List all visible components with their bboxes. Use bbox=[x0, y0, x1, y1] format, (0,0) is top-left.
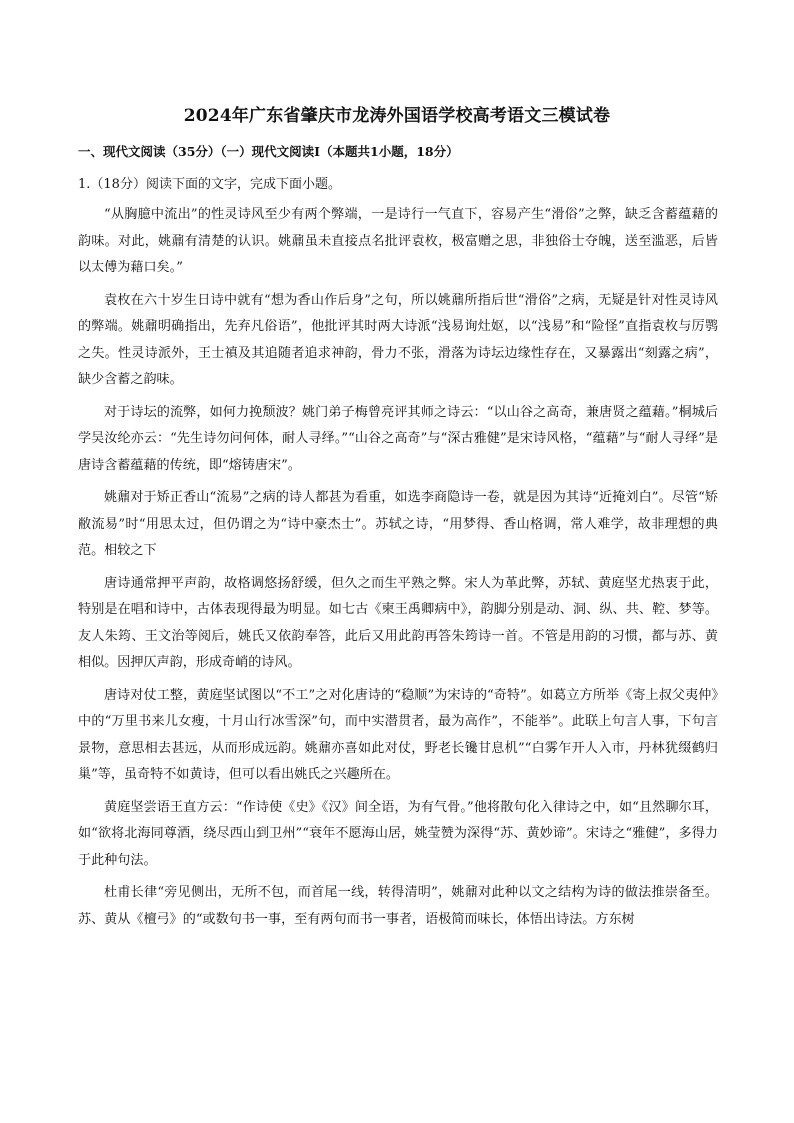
paragraph: 袁枚在六十岁生日诗中就有“想为香山作后身”之句，所以姚鼐所指后世“滑俗”之病，无疑是针对性灵诗风的弊端。姚鼐明确指出，先弃凡俗语”，他批评其时两大诗派“浅易询灶妪，以“浅易”和“险怪”直指袁枚与厉鹗之失。性灵诗派外，王士禛及其追随者追求神韵，骨力不张，滑落为诗坛边缘性存在，又暴露出“刻露之病”，缺少含蓄之韵味。 bbox=[78, 292, 718, 387]
question-line: 1.（18分）阅读下面的文字，完成下面小题。 bbox=[78, 177, 341, 192]
paragraph: “从胸臆中流出”的性灵诗风至少有两个弊端，一是诗行一气直下，容易产生“滑俗”之弊，缺乏含蓄蕴藉的韵味。对此，姚鼐有清楚的认识。姚鼐虽未直接点名批评袁枚，极富赠之思，非独俗士夺魄，送至滥恶，后皆以太傅为藉口矣。” bbox=[78, 207, 718, 275]
paragraph: 唐诗对仗工整，黄庭坚试图以“不工”之对化唐诗的“稳顺”为宋诗的“奇特”。如葛立方所举《寄上叔父夷仲》中的“万里书来儿女瘦，十月山行冰雪深”句，而中实潜贯者，最为高作”，不能举”。此联上句言人事，下句言景物，意思相去甚远，从而形成远韵。姚鼐亦喜如此对仗，野老长镵甘息机”“白雾乍开人入市，丹林犹缀鹤归巢”等，虽奇特不如黄诗，但可以看出姚氏之兴趣所在。 bbox=[78, 687, 718, 782]
paragraph: 黄庭坚尝语王直方云：“作诗使《史》《汉》间全语，为有气骨。”他将散句化入律诗之中，如“且然聊尔耳，如“欲将北海同尊酒，绕尽西山到卫州”“衰年不愿海山居，姚莹赞为深得“苏、黄妙谛”。宋诗之“雅健”，多得力于此种句法。 bbox=[78, 799, 718, 868]
paragraph: 唐诗通常押平声韵，故格调悠扬舒缓，但久之而生平熟之弊。宋人为革此弊，苏轼、黄庭坚尤热衷于此，特别是在唱和诗中，古体表现得最为明显。如七古《柬王禹卿病中》，韵脚分别是动、洞、纵、共、鞚、梦等。友人朱筠、王文治等阅后，姚氏又依韵奉答，此后又用此韵再答朱筠诗一首。不管是用韵的习惯，都与苏、黄相似。因押仄声韵，形成奇峭的诗风。 bbox=[78, 575, 718, 670]
document-title: 2024年广东省肇庆市龙涛外国语学校高考语文三模试卷 bbox=[183, 106, 611, 126]
section-heading: 一、现代文阅读（35分）（一）现代文阅读Ⅰ（本题共1小题，18分） bbox=[78, 144, 459, 159]
reading-passage bbox=[78, 202, 718, 939]
paragraph: 姚鼐对于矫正香山“流易”之病的诗人都甚为看重，如选李商隐诗一卷，就是因为其诗“近掩刘白”。尽管“矫敝流易”时“用思太过，但仍谓之为“诗中豪杰士”。苏轼之诗，“用梦得、香山格调，常人难学，故非理想的典范。相较之下 bbox=[78, 490, 718, 558]
paragraph: 对于诗坛的流弊，如何力挽颓波？姚门弟子梅曾亮评其师之诗云：“以山谷之高奇，兼唐贤之蕴藉。”桐城后学吴汝纶亦云：“先生诗勿问何体，耐人寻绎。”“山谷之高奇”与“深古雅健”是宋诗风格，“蕴藉”与“耐人寻绎”是唐诗含蓄蕴藉的传统，即“熔铸唐宋”。 bbox=[78, 404, 718, 473]
paragraph: 杜甫长律“旁见侧出，无所不包，而首尾一线，转得清明”，姚鼐对此种以文之结构为诗的做法推崇备至。苏、黄从《檀弓》的“或数句书一事，至有两句而书一事者，语极简而味长，体悟出诗法。方东树 bbox=[78, 885, 718, 927]
